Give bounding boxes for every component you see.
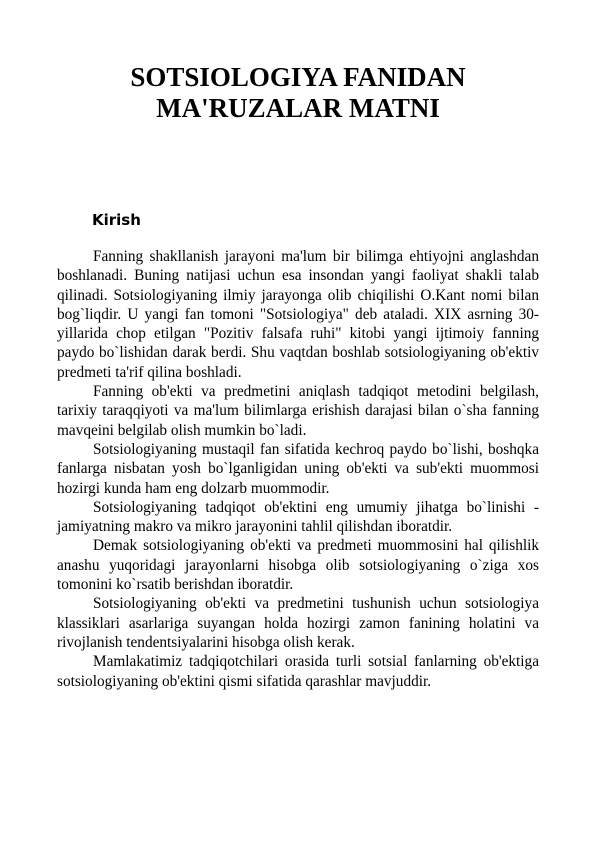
document-body xyxy=(57,247,539,691)
paragraph: Sotsiologiyaning ob'ekti va predmetini tushunish uchun sotsiologiya klassiklari asarlariga suyangan holda hozirgi zamon fanining holatini va rivojlanish tendentsiyalarini hisobga olish kerak. xyxy=(57,595,539,651)
section-heading: Kirish xyxy=(92,211,141,229)
paragraph: Demak sotsiologiyaning ob'ekti va predmeti muommosini hal qilishlik anashu yuqoridagi jarayonlarni hisobga olib sotsiologiyaning o`ziga xos tomonini ko`rsatib berishdan iboratdir. xyxy=(57,537,539,594)
paragraph: Sotsiologiyaning mustaqil fan sifatida kechroq paydo bo`lishi, boshqka fanlarga nisbatan yosh bo`lganligidan uning ob'ekti va sub'ekti muommosi hozirgi kunda ham eng dolzarb muommodir. xyxy=(57,440,539,497)
title-line-2: MA'RUZALAR MATNI xyxy=(156,93,440,123)
document-title xyxy=(0,62,596,124)
paragraph: Fanning ob'ekti va predmetini aniqlash tadqiqot metodini belgilash, tarixiy taraqqiyoti va ma'lum bilimlarga erishish darajasi bilan o`sha fanning mavqeini belgilab olish mumkin bo`ladi. xyxy=(57,383,539,439)
paragraph: Sotsiologiyaning tadqiqot ob'ektini eng umumiy jihatga bo`linishi - jamiyatning makro va mikro jarayonini tahlil qilishdan iboratdir. xyxy=(57,498,539,536)
title-line-1: SOTSIOLOGIYA FANIDAN xyxy=(130,62,466,92)
paragraph: Fanning shakllanish jarayoni ma'lum bir bilimga ehtiyojni anglashdan boshlanadi. Buning natijasi uchun esa insondan yangi faoliyat shakli talab qilinadi. Sotsiologiyaning ilmiy jarayonga olib chiqilishi O.Kant nomi bilan bog`liqdir. U yangi fan tomoni "Sotsiologiya" deb ataladi. XIX asrning 30-yillarida chop etilgan "Pozitiv falsafa ruhi" kitobi yangi ijtimoiy fanning paydo bo`lishidan darak berdi. Shu vaqtdan boshlab sotsiologiyaning ob'ektiv predmeti ta'rif qilina boshladi. xyxy=(57,248,539,381)
paragraph: Mamlakatimiz tadqiqotchilari orasida turli sotsial fanlarning ob'ektiga sotsiologiyaning ob'ektini qismi sifatida qarashlar mavjuddir. xyxy=(57,653,539,690)
